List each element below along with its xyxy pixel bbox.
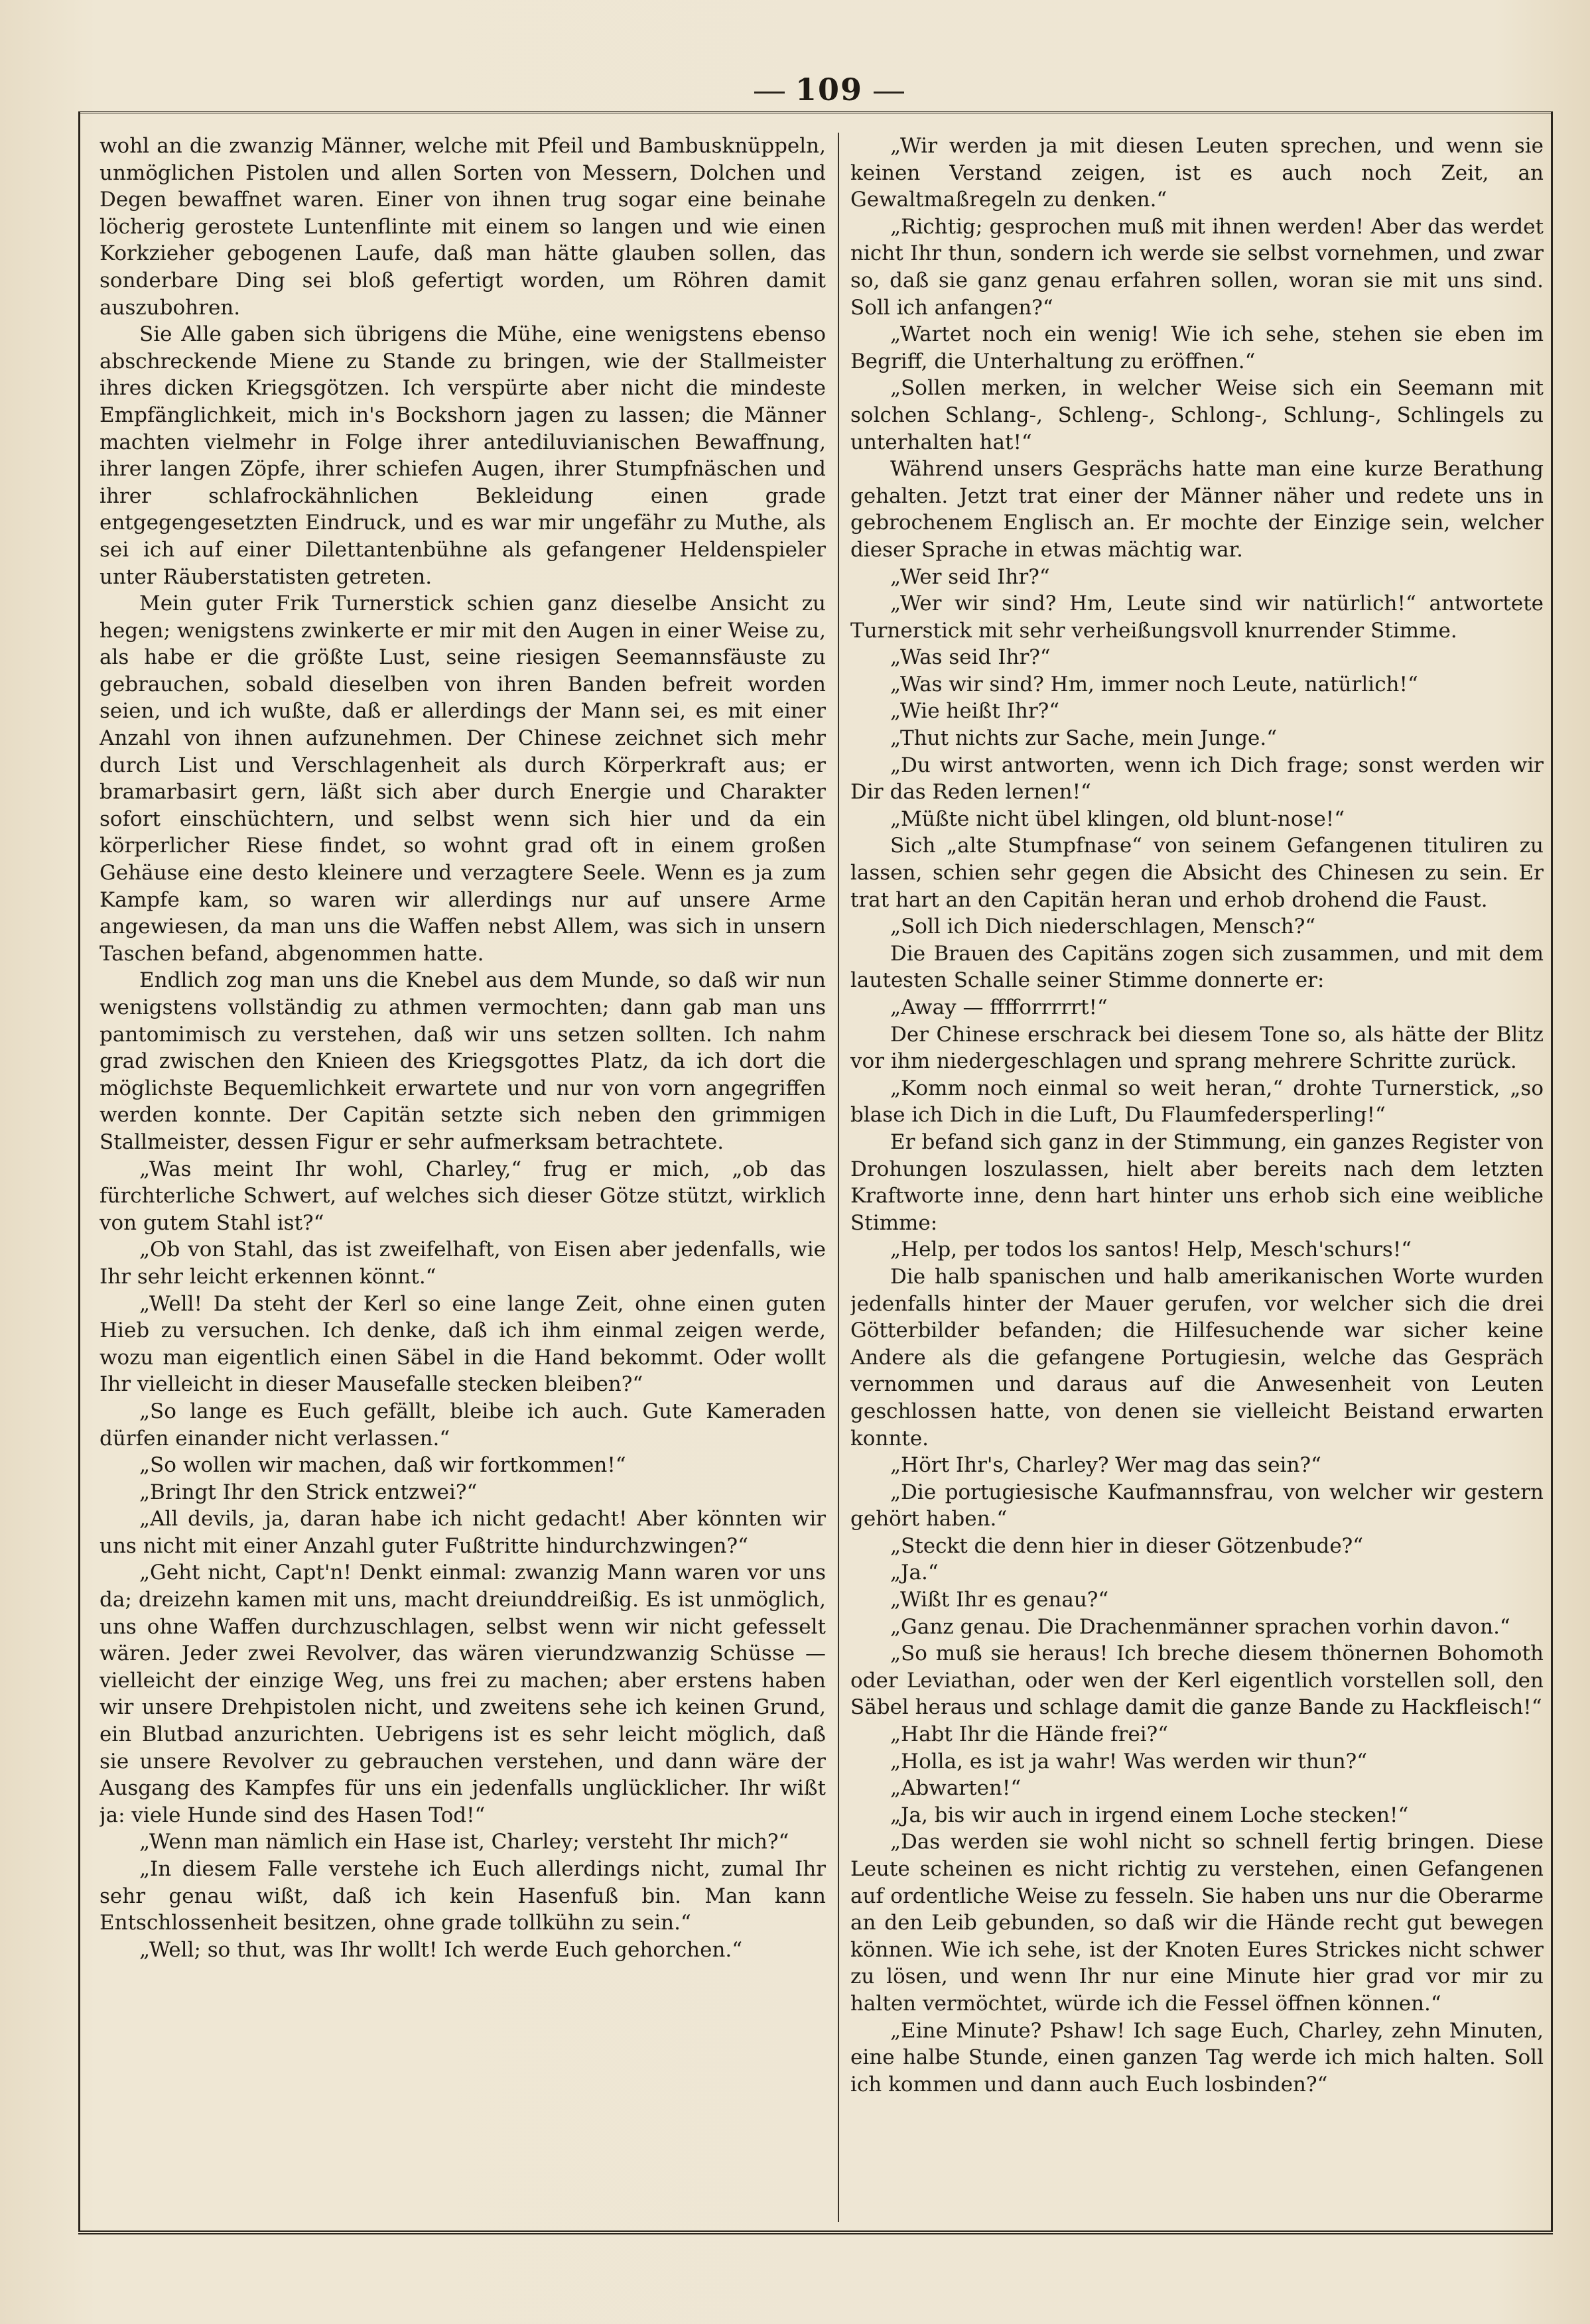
- paragraph: „Wie heißt Ihr?“: [890, 699, 1060, 724]
- paragraph: „So muß sie heraus! Ich breche diesem thönernen Bohomoth oder Leviathan, oder wen der Kerl eigentlich vorstellen soll, den Säbel heraus und schlage damit die ganze Bande zu Hackfleisch!“: [850, 1642, 1544, 1720]
- paragraph: „Ja, bis wir auch in irgend einem Loche stecken!“: [890, 1803, 1409, 1827]
- left-column: [99, 133, 826, 2222]
- paragraph: „Was wir sind? Hm, immer noch Leute, natürlich!“: [890, 672, 1418, 696]
- paragraph: „Was seid Ihr?“: [890, 645, 1051, 670]
- left-border: [78, 111, 80, 2230]
- paragraph: „So lange es Euch gefällt, bleibe ich auch. Gute Kameraden dürfen einander nicht verlassen.“: [99, 1399, 826, 1451]
- paragraph: Sie Alle gaben sich übrigens die Mühe, eine wenigstens ebenso abschreckende Miene zu Stande zu bringen, wie der Stallmeister ihres dicken Kriegsgötzen. Ich verspürte aber nicht die mindeste Empfänglichkeit, mich in's Bockshorn jagen zu lassen; die Männer machten vielmehr in Folge ihrer antediluvianischen Bewaffnung, ihrer langen Zöpfe, ihrer schiefen Augen, ihrer Stumpfnäschen und ihrer schlafrockähnlichen Bekleidung einen grade entgegengesetzten Eindruck, und es war mir ungefähr zu Muthe, als sei ich auf einer Dilettantenbühne als gefangener Heldenspieler unter Räuberstatisten getreten.: [99, 322, 826, 589]
- paragraph: „Wer wir sind? Hm, Leute sind wir natürlich!“ antwortete Turnerstick mit sehr verheißungsvoll knurrender Stimme.: [850, 592, 1544, 643]
- paragraph: Der Chinese erschrack bei diesem Tone so, als hätte der Blitz vor ihm niedergeschlagen und sprang mehrere Schritte zurück.: [850, 1022, 1544, 1074]
- header-dash-left: [754, 92, 785, 94]
- paragraph: „Ja.“: [890, 1561, 939, 1585]
- paragraph: „Hört Ihr's, Charley? Wer mag das sein?“: [890, 1453, 1321, 1478]
- paragraph: „Habt Ihr die Hände frei?“: [890, 1722, 1169, 1747]
- paragraph: „So wollen wir machen, daß wir fortkommen!“: [139, 1453, 626, 1478]
- header-dash-right: [874, 92, 904, 94]
- right-border: [1551, 111, 1553, 2230]
- page-header: [730, 72, 929, 111]
- paragraph: Die Brauen des Capitäns zogen sich zusammen, und mit dem lautesten Schalle seiner Stimme donnerte er:: [850, 941, 1544, 993]
- paragraph: Sich „alte Stumpfnase“ von seinem Gefangenen tituliren zu lassen, schien sehr gegen die Absicht des Chinesen zu sein. Er trat hart an den Capitän heran und erhob drohend die Faust.: [850, 834, 1544, 912]
- paragraph: „Help, per todos los santos! Help, Mesch'schurs!“: [890, 1238, 1412, 1262]
- paragraph: „Wißt Ihr es genau?“: [890, 1588, 1109, 1612]
- top-rule: [78, 111, 1551, 113]
- paragraph: „Well; so thut, was Ihr wollt! Ich werde Euch gehorchen.“: [139, 1937, 743, 1962]
- right-column: [850, 133, 1544, 2222]
- paragraph: „Sollen merken, in welcher Weise sich ein Seemann mit solchen Schlang-, Schleng-, Schlong-, Schlung-, Schlingels zu unterhalten hat!“: [850, 376, 1544, 454]
- paragraph: „Well! Da steht der Kerl so eine lange Zeit, ohne einen guten Hieb zu versuchen. Ich denke, daß ich ihm einmal zeigen werde, wozu man eigentlich einen Säbel in die Hand bekommt. Oder wollt Ihr vielleicht in dieser Mausefalle stecken bleiben?“: [99, 1291, 826, 1397]
- paragraph: „Richtig; gesprochen muß mit ihnen werden! Aber das werdet nicht Ihr thun, sondern ich werde sie selbst vornehmen, und zwar so, daß sie ganz genau erfahren sollen, woran sie mit uns sind. Soll ich anfangen?“: [850, 214, 1544, 320]
- paragraph: „Wir werden ja mit diesen Leuten sprechen, und wenn sie keinen Verstand zeigen, ist es auch noch Zeit, an Gewaltmaßregeln zu denken.“: [850, 134, 1544, 212]
- paragraph: „Wenn man nämlich ein Hase ist, Charley; versteht Ihr mich?“: [139, 1830, 789, 1854]
- paragraph: „Müßte nicht übel klingen, old blunt-nose!“: [890, 807, 1345, 831]
- paragraph: „Was meint Ihr wohl, Charley,“ frug er mich, „ob das fürchterliche Schwert, auf welches sich dieser Götze stützt, wirklich von gutem Stahl ist?“: [99, 1157, 826, 1235]
- paragraph: Er befand sich ganz in der Stimmung, ein ganzes Register von Drohungen loszulassen, hielt aber bereits nach dem letzten Kraftworte inne, denn hart hinter uns erhob sich eine weibliche Stimme:: [850, 1130, 1544, 1235]
- paragraph: „Ob von Stahl, das ist zweifelhaft, von Eisen aber jedenfalls, wie Ihr sehr leicht erkennen könnt.“: [99, 1238, 826, 1289]
- paragraph: „Away — fffforrrrrt!“: [890, 996, 1108, 1019]
- paragraph: Während unsers Gesprächs hatte man eine kurze Berathung gehalten. Jetzt trat einer der Männer näher und redete uns in gebrochenem Englisch an. Er mochte der Einzige sein, welcher dieser Sprache in etwas mächtig war.: [850, 457, 1544, 562]
- paragraph: „Abwarten!“: [890, 1776, 1022, 1801]
- paragraph: Mein guter Frik Turnerstick schien ganz dieselbe Ansicht zu hegen; wenigstens zwinkerte er mir mit den Augen in einer Weise zu, als habe er die größte Lust, seine riesigen Seemannsfäuste zu gebrauchen, sobald dieselben von ihren Banden befreit worden seien, und ich wußte, daß er allerdings der Mann sei, es mit einer Anzahl von ihnen aufzunehmen. Der Chinese zeichnet sich mehr durch List und Verschlagenheit als durch Körperkraft aus; er bramarbasirt gern, läßt sich aber durch Energie und Charakter sofort einschüchtern, und selbst wenn sich hier und da ein körperlicher Riese findet, so wohnt grad oft in einem großen Gehäuse eine desto kleinere und verzagtere Seele. Wenn es ja zum Kampfe kam, so waren wir allerdings nur auf unsere Arme angewiesen, da man uns die Waffen nebst Allem, was sich in unsern Taschen befand, abgenommen hatte.: [99, 592, 826, 966]
- paragraph: „All devils, ja, daran habe ich nicht gedacht! Aber könnten wir uns nicht mit einer Anzahl guter Fußtritte hindurchzwingen?“: [99, 1507, 826, 1558]
- paragraph: Die halb spanischen und halb amerikanischen Worte wurden jedenfalls hinter der Mauer gerufen, vor welcher sich die drei Götterbilder befanden; die Hilfesuchende war sicher keine Andere als die gefangene Portugiesin, welche das Gespräch vernommen und daraus auf die Anwesenheit von Leuten geschlossen hatte, von denen sie vielleicht Beistand erwarten konnte.: [850, 1264, 1544, 1451]
- paragraph: wohl an die zwanzig Männer, welche mit Pfeil und Bambusknüppeln, unmöglichen Pistolen und allen Sorten von Messern, Dolchen und Degen bewaffnet waren. Einer von ihnen trug sogar eine beinahe löcherig gerostete Luntenflinte mit einem so langen und wie einen Korkzieher gebogenen Laufe, daß man hätte glauben sollen, das sonderbare Ding sei bloß gefertigt worden, um Röhren damit auszubohren.: [99, 134, 826, 320]
- bottom-rule: [78, 2230, 1553, 2234]
- paragraph: „Komm noch einmal so weit heran,“ drohte Turnerstick, „so blase ich Dich in die Luft, Du Flaumfedersperling!“: [850, 1076, 1544, 1128]
- paragraph: „Thut nichts zur Sache, mein Junge.“: [890, 726, 1278, 751]
- paragraph: „In diesem Falle verstehe ich Euch allerdings nicht, zumal Ihr sehr genau wißt, daß ich kein Hasenfuß bin. Man kann Entschlossenheit besitzen, ohne grade tollkühn zu sein.“: [99, 1857, 826, 1935]
- paragraph: „Die portugiesische Kaufmannsfrau, von welcher wir gestern gehört haben.“: [850, 1480, 1544, 1531]
- paragraph: „Das werden sie wohl nicht so schnell fertig bringen. Diese Leute scheinen es nicht richtig zu verstehen, einen Gefangenen auf ordentliche Weise zu fesseln. Sie haben uns nur die Oberarme an den Leib gebunden, so daß wir die Hände recht gut bewegen können. Wie ich sehe, ist der Knoten Eures Strickes nicht schwer zu lösen, und wenn Ihr nur eine Minute hier grad vor mir zu halten vermöchtet, würde ich die Fessel öffnen können.“: [850, 1830, 1544, 2016]
- paragraph: „Soll ich Dich niederschlagen, Mensch?“: [890, 915, 1316, 939]
- paragraph: Endlich zog man uns die Knebel aus dem Munde, so daß wir nun wenigstens vollständig zu athmen vermochten; dann gab man uns pantomimisch zu verstehen, daß wir uns setzen sollten. Ich nahm grad zwischen den Knieen des Kriegsgottes Platz, da ich dort die möglichste Bequemlichkeit erwartete und nur von vorn angegriffen werden konnte. Der Capitän setzte sich neben den grimmigen Stallmeister, dessen Figur er sehr aufmerksam betrachtete.: [99, 968, 826, 1154]
- paragraph: „Bringt Ihr den Strick entzwei?“: [139, 1480, 478, 1504]
- page-number: 109: [795, 72, 864, 107]
- paragraph: „Wer seid Ihr?“: [890, 564, 1050, 589]
- paragraph: „Steckt die denn hier in dieser Götzenbude?“: [890, 1533, 1364, 1558]
- paragraph: „Holla, es ist ja wahr! Was werden wir thun?“: [890, 1749, 1368, 1774]
- paragraph: „Geht nicht, Capt'n! Denkt einmal: zwanzig Mann waren vor uns da; dreizehn kamen mit uns, macht dreiunddreißig. Es ist unmöglich, uns ohne Waffen durchzuschlagen, selbst wenn wir nicht gefesselt wären. Jeder zwei Revolver, das wären vierundzwanzig Schüsse — vielleicht der einzige Weg, uns frei zu machen; aber erstens haben wir unsere Drehpistolen nicht, und zweitens sehe ich keinen Grund, ein Blutbad anzurichten. Uebrigens ist es sehr leicht möglich, daß sie unsere Revolver zu gebrauchen verstehen, und dann wäre der Ausgang des Kampfes für uns ein jedenfalls unglücklicher. Ihr wißt ja: viele Hunde sind des Hasen Tod!“: [99, 1561, 826, 1827]
- column-divider: [838, 133, 839, 2222]
- paragraph: „Wartet noch ein wenig! Wie ich sehe, stehen sie eben im Begriff, die Unterhaltung zu eröffnen.“: [850, 322, 1544, 373]
- paragraph: „Ganz genau. Die Drachenmänner sprachen vorhin davon.“: [890, 1614, 1510, 1639]
- paragraph: „Eine Minute? Pshaw! Ich sage Euch, Charley, zehn Minuten, eine halbe Stunde, einen ganzen Tag werde ich mich halten. Soll ich kommen und dann auch Euch losbinden?“: [850, 2018, 1544, 2097]
- paragraph: „Du wirst antworten, wenn ich Dich frage; sonst werden wir Dir das Reden lernen!“: [850, 753, 1544, 805]
